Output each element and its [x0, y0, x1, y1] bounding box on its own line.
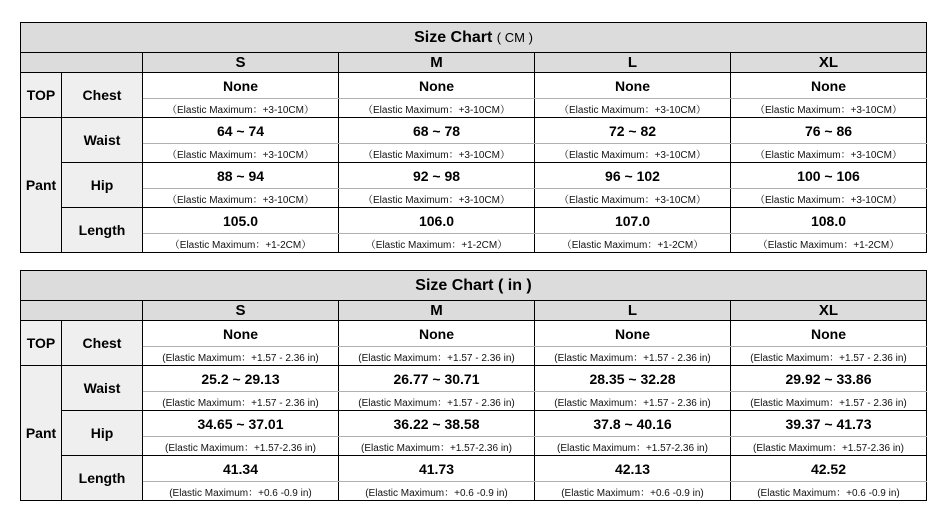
chart-unit: ( CM ) [496, 29, 533, 45]
chest-value-l: None [535, 73, 731, 99]
chest-label: Chest [62, 73, 143, 118]
hip-value-xl: 39.37 ~ 41.73 [731, 411, 927, 437]
waist-note-xl: （Elastic Maximum：+3-10CM） [731, 144, 927, 163]
header-blank-cell [21, 53, 143, 73]
length-value-xl: 108.0 [731, 208, 927, 234]
hip-value-m: 36.22 ~ 38.58 [339, 411, 535, 437]
length-note-m: (Elastic Maximum：+0.6 -0.9 in) [339, 482, 535, 501]
length-note-s: （Elastic Maximum：+1-2CM） [143, 234, 339, 253]
length-value-xl: 42.52 [731, 456, 927, 482]
chest-note-m: (Elastic Maximum：+1.57 - 2.36 in) [339, 347, 535, 366]
length-note-s: (Elastic Maximum：+0.6 -0.9 in) [143, 482, 339, 501]
waist-value-l: 28.35 ~ 32.28 [535, 366, 731, 392]
size-header-m: M [339, 53, 535, 73]
waist-value-l: 72 ~ 82 [535, 118, 731, 144]
chest-value-s: None [143, 321, 339, 347]
size-header-xl: XL [731, 301, 927, 321]
top-group-label: TOP [21, 73, 62, 118]
length-label: Length [62, 456, 143, 501]
waist-note-l: (Elastic Maximum：+1.57 - 2.36 in) [535, 392, 731, 411]
hip-label: Hip [62, 163, 143, 208]
chest-value-l: None [535, 321, 731, 347]
waist-note-m: （Elastic Maximum：+3-10CM） [339, 144, 535, 163]
pant-group-label: Pant [21, 118, 62, 253]
waist-value-xl: 29.92 ~ 33.86 [731, 366, 927, 392]
hip-note-s: （Elastic Maximum：+3-10CM） [143, 189, 339, 208]
waist-note-s: (Elastic Maximum：+1.57 - 2.36 in) [143, 392, 339, 411]
chest-value-s: None [143, 73, 339, 99]
chart-title: Size Chart [415, 276, 494, 294]
chest-value-m: None [339, 321, 535, 347]
length-value-l: 42.13 [535, 456, 731, 482]
chart-title-row [21, 23, 927, 53]
length-note-m: （Elastic Maximum：+1-2CM） [339, 234, 535, 253]
waist-note-xl: (Elastic Maximum：+1.57 - 2.36 in) [731, 392, 927, 411]
chest-note-l: (Elastic Maximum：+1.57 - 2.36 in) [535, 347, 731, 366]
waist-value-s: 64 ~ 74 [143, 118, 339, 144]
header-blank-cell [21, 301, 143, 321]
size-chart-cm-table [20, 22, 927, 253]
chest-value-xl: None [731, 73, 927, 99]
chest-value-m: None [339, 73, 535, 99]
length-label: Length [62, 208, 143, 253]
chest-note-s: （Elastic Maximum：+3-10CM） [143, 99, 339, 118]
hip-value-l: 96 ~ 102 [535, 163, 731, 189]
chest-note-m: （Elastic Maximum：+3-10CM） [339, 99, 535, 118]
top-group-label: TOP [21, 321, 62, 366]
hip-note-m: （Elastic Maximum：+3-10CM） [339, 189, 535, 208]
hip-note-l: （Elastic Maximum：+3-10CM） [535, 189, 731, 208]
size-header-l: L [535, 53, 731, 73]
hip-value-m: 92 ~ 98 [339, 163, 535, 189]
chest-note-l: （Elastic Maximum：+3-10CM） [535, 99, 731, 118]
waist-note-l: （Elastic Maximum：+3-10CM） [535, 144, 731, 163]
chart-unit: ( in ) [497, 276, 532, 294]
hip-note-m: (Elastic Maximum：+1.57-2.36 in) [339, 437, 535, 456]
size-header-xl: XL [731, 53, 927, 73]
size-chart-in-table [20, 270, 927, 501]
length-value-m: 41.73 [339, 456, 535, 482]
waist-value-m: 26.77 ~ 30.71 [339, 366, 535, 392]
hip-note-xl: （Elastic Maximum：+3-10CM） [731, 189, 927, 208]
chart-title-row [21, 271, 927, 301]
waist-note-m: (Elastic Maximum：+1.57 - 2.36 in) [339, 392, 535, 411]
length-note-xl: (Elastic Maximum：+0.6 -0.9 in) [731, 482, 927, 501]
waist-label: Waist [62, 118, 143, 163]
hip-value-s: 88 ~ 94 [143, 163, 339, 189]
waist-label: Waist [62, 366, 143, 411]
waist-note-s: （Elastic Maximum：+3-10CM） [143, 144, 339, 163]
length-note-l: (Elastic Maximum：+0.6 -0.9 in) [535, 482, 731, 501]
length-value-s: 41.34 [143, 456, 339, 482]
hip-note-l: (Elastic Maximum：+1.57-2.36 in) [535, 437, 731, 456]
length-value-m: 106.0 [339, 208, 535, 234]
hip-value-l: 37.8 ~ 40.16 [535, 411, 731, 437]
size-header-s: S [143, 301, 339, 321]
waist-value-s: 25.2 ~ 29.13 [143, 366, 339, 392]
hip-value-s: 34.65 ~ 37.01 [143, 411, 339, 437]
pant-group-label: Pant [21, 366, 62, 501]
length-note-xl: （Elastic Maximum：+1-2CM） [731, 234, 927, 253]
length-note-l: （Elastic Maximum：+1-2CM） [535, 234, 731, 253]
size-header-s: S [143, 53, 339, 73]
hip-note-xl: (Elastic Maximum：+1.57-2.36 in) [731, 437, 927, 456]
length-value-s: 105.0 [143, 208, 339, 234]
waist-value-xl: 76 ~ 86 [731, 118, 927, 144]
waist-value-m: 68 ~ 78 [339, 118, 535, 144]
chest-label: Chest [62, 321, 143, 366]
size-header-l: L [535, 301, 731, 321]
hip-note-s: (Elastic Maximum：+1.57-2.36 in) [143, 437, 339, 456]
chest-note-s: (Elastic Maximum：+1.57 - 2.36 in) [143, 347, 339, 366]
chest-value-xl: None [731, 321, 927, 347]
chart-title: Size Chart [414, 28, 493, 46]
chest-note-xl: （Elastic Maximum：+3-10CM） [731, 99, 927, 118]
chest-note-xl: (Elastic Maximum：+1.57 - 2.36 in) [731, 347, 927, 366]
hip-value-xl: 100 ~ 106 [731, 163, 927, 189]
hip-label: Hip [62, 411, 143, 456]
length-value-l: 107.0 [535, 208, 731, 234]
size-header-m: M [339, 301, 535, 321]
